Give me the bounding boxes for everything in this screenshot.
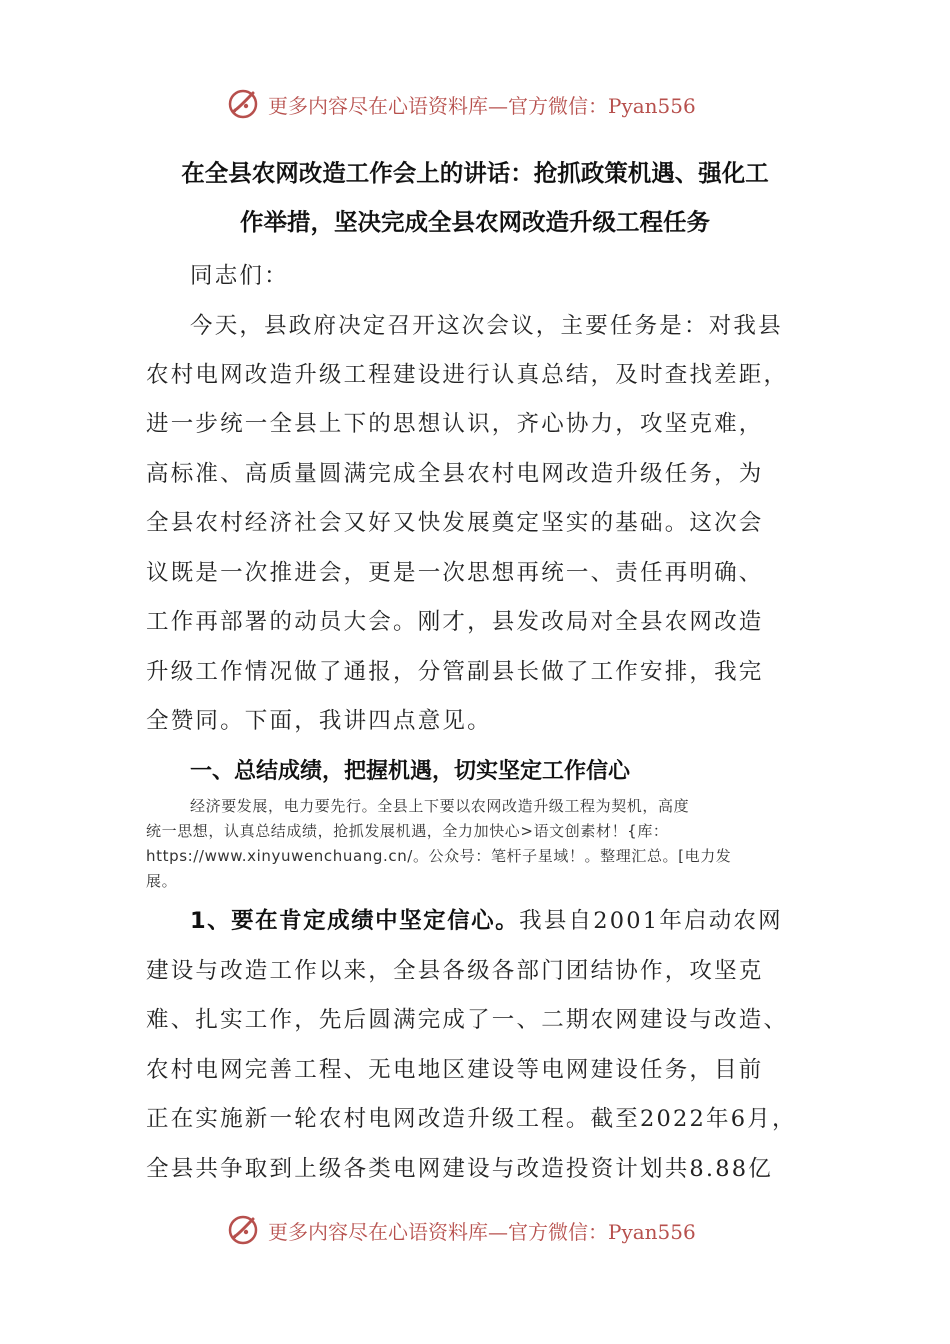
watermark-banner-top (226, 84, 696, 124)
small-text-line: 统一思想，认真总结成绩，抢抓发展机遇，全力加快心>语文创素材！{库： (146, 822, 669, 840)
point-1-lead: 1、要在肯定成绩中坚定信心。 (190, 908, 520, 934)
paragraph-line: 全县共争取到上级各类电网建设与改造投资计划共8.88亿 (146, 1156, 773, 1182)
paragraph-line: 高标准、高质量圆满完成全县农村电网改造升级任务，为 (146, 461, 764, 487)
section-heading: 一、总结成绩，把握机遇，切实坚定工作信心 (190, 759, 631, 784)
point-1-first-line-rest: 我县自2001年启动农网 (519, 908, 783, 934)
paragraph-line: 农村电网改造升级工程建设进行认真总结，及时查找差距， (146, 362, 789, 388)
small-text-line: 展。 (146, 872, 178, 890)
paragraph-line: 工作再部署的动员大会。刚才，县发改局对全县农网改造 (146, 609, 764, 635)
paragraph-line: 农村电网完善工程、无电地区建设等电网建设任务，目前 (146, 1057, 764, 1083)
point-1-first-line (190, 903, 783, 935)
watermark-text: 更多内容尽在心语资料库—官方微信：Pyan556 (268, 93, 696, 118)
paragraph-line: 全县农村经济社会又好又快发展奠定坚实的基础。这次会 (146, 510, 764, 536)
watermark-banner-bottom (226, 1210, 696, 1250)
paragraph-line: 难、扎实工作，先后圆满完成了一、二期农网建设与改造、 (146, 1007, 789, 1033)
paragraph-line: 议既是一次推进会，更是一次思想再统一、责任再明确、 (146, 560, 764, 586)
watermark-text: 更多内容尽在心语资料库—官方微信：Pyan556 (268, 1219, 696, 1244)
document-title-line-2: 作举措，坚决完成全县农网改造升级工程任务 (240, 208, 710, 236)
document-title-line-1: 在全县农网改造工作会上的讲话：抢抓政策机遇、强化工 (181, 159, 769, 187)
pen-circle-logo-icon (226, 87, 260, 121)
salutation: 同志们： (190, 263, 289, 289)
paragraph-line: 进一步统一全县上下的思想认识，齐心协力，攻坚克难， (146, 411, 764, 437)
small-text-line: https://www.xinyuwenchuang.cn/。公众号：笔杆子星域！。整理汇总。[电力发 (146, 847, 732, 865)
paragraph-line: 正在实施新一轮农村电网改造升级工程。截至2022年6月， (146, 1106, 797, 1132)
small-text-line: 经济要发展，电力要先行。全县上下要以农网改造升级工程为契机，高度 (190, 797, 690, 815)
paragraph-line: 升级工作情况做了通报，分管副县长做了工作安排，我完 (146, 659, 764, 685)
pen-circle-logo-icon (226, 1213, 260, 1247)
paragraph-line: 全赞同。下面，我讲四点意见。 (146, 708, 492, 734)
paragraph-line: 今天，县政府决定召开这次会议，主要任务是：对我县 (190, 313, 783, 339)
paragraph-line: 建设与改造工作以来，全县各级各部门团结协作，攻坚克 (146, 958, 764, 984)
